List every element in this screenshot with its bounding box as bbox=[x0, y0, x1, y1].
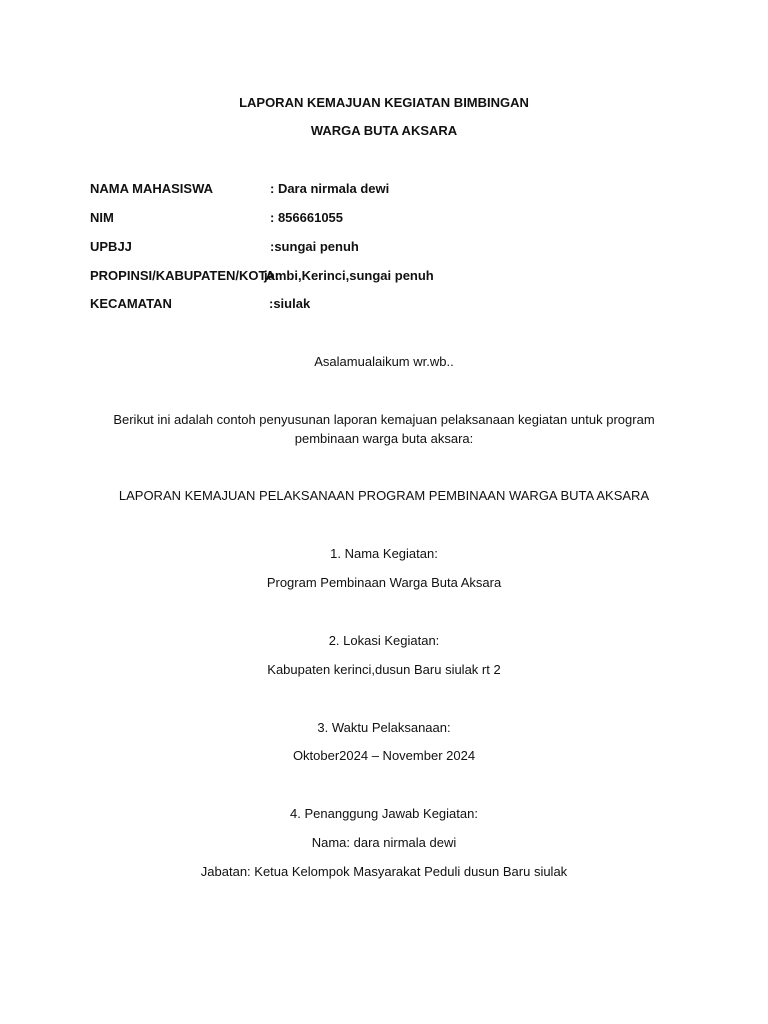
document-title: LAPORAN KEMAJUAN KEGIATAN BIMBINGAN bbox=[239, 95, 529, 110]
province-value: jambi,Kerinci,sungai penuh bbox=[264, 268, 434, 283]
location-value: Kabupaten kerinci,dusun Baru siulak rt 2 bbox=[267, 662, 501, 677]
activity-value: Program Pembinaan Warga Buta Aksara bbox=[266, 575, 502, 590]
pic-position: Jabatan: Ketua Kelompok Masyarakat Peduli dusun Baru siulak bbox=[200, 864, 568, 879]
nim-label: NIM bbox=[90, 210, 114, 225]
name-value: : Dara nirmala dewi bbox=[270, 181, 390, 196]
district-label: KECAMATAN bbox=[90, 296, 172, 311]
document-subtitle: WARGA BUTA AKSARA bbox=[310, 123, 458, 138]
time-heading: 3. Waktu Pelaksanaan: bbox=[317, 720, 451, 735]
location-heading: 2. Lokasi Kegiatan: bbox=[328, 633, 440, 648]
name-label: NAMA MAHASISWA bbox=[90, 181, 214, 196]
pic-heading: 4. Penanggung Jawab Kegiatan: bbox=[290, 806, 478, 821]
activity-heading: 1. Nama Kegiatan: bbox=[330, 546, 438, 561]
pic-name: Nama: dara nirmala dewi bbox=[311, 835, 457, 850]
greeting: Asalamualaikum wr.wb.. bbox=[314, 354, 454, 369]
district-value: :siulak bbox=[269, 296, 311, 311]
intro-paragraph: Berikut ini adalah contoh penyusunan laporan kemajuan pelaksanaan kegiatan untuk program pembinaan warga buta aksara: bbox=[113, 412, 655, 446]
upbjj-value: :sungai penuh bbox=[270, 239, 359, 254]
report-title: LAPORAN KEMAJUAN PELAKSANAAN PROGRAM PEMBINAAN WARGA BUTA AKSARA bbox=[118, 488, 650, 503]
time-value: Oktober2024 – November 2024 bbox=[292, 748, 476, 763]
province-label: PROPINSI/KABUPATEN/KOTA: bbox=[90, 268, 280, 283]
upbjj-label: UPBJJ bbox=[90, 239, 132, 254]
nim-value: : 856661055 bbox=[270, 210, 344, 225]
